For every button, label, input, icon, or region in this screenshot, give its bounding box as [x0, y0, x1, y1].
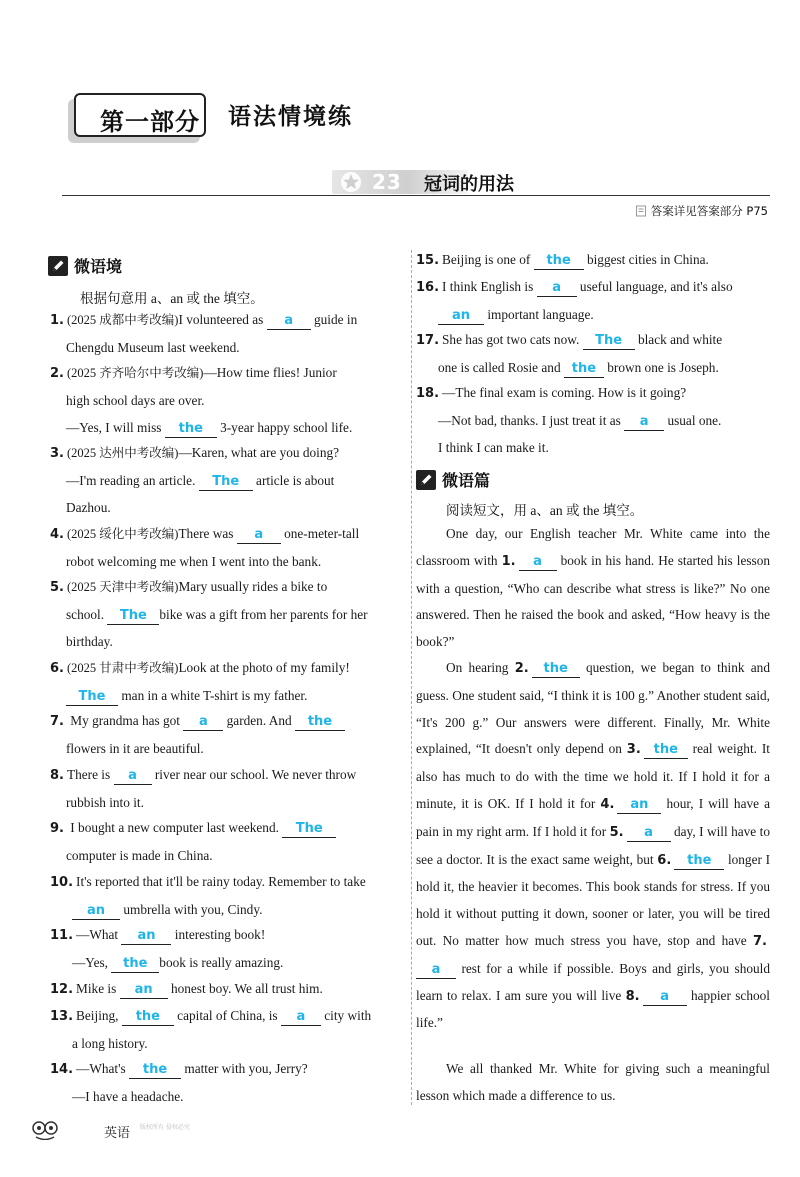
question-11: 11. —What an interesting book! —Yes, the book is really amazing.	[50, 927, 284, 971]
question-5: 5. (2025 天津中考改编)Mary usually rides a bike to school. The bike was a gift from her parents for her birthday.	[50, 579, 368, 649]
passage-blank-2[interactable]: the	[532, 660, 580, 678]
section-header-micro-context	[48, 254, 122, 277]
question-7: 7. My grandma has got a garden. And the flowers in it are beautiful.	[50, 708, 404, 763]
star-icon	[340, 171, 362, 193]
question-9: 9. I bought a new computer last weekend. The computer is made in China.	[50, 815, 404, 870]
question-16: 16. I think English is a useful language, and it's also an important language.	[416, 279, 733, 323]
passage-blank-6[interactable]: the	[674, 852, 724, 870]
passage-blank-3[interactable]: the	[644, 741, 688, 759]
lesson-title: 冠词的用法	[424, 174, 514, 195]
mascot-logo-icon	[30, 1118, 60, 1140]
answer-reference	[635, 203, 768, 219]
answer-reference-text: 答案详见答案部分 P75	[650, 204, 768, 218]
footer-fine-print: 版权所有 侵权必究	[140, 1124, 190, 1131]
answer-blank[interactable]: an	[121, 927, 171, 945]
question-12: 12. Mike is an honest boy. We all trust him.	[50, 981, 323, 997]
lesson-number: 23	[372, 170, 402, 194]
instruction: 阅读短文，用 a、an 或 the 填空。	[446, 503, 644, 518]
answer-blank[interactable]: a	[281, 1008, 321, 1026]
instruction: 根据句意用 a、an 或 the 填空。	[80, 291, 264, 306]
pencil-icon	[48, 256, 68, 276]
answer-blank[interactable]: a	[183, 713, 223, 731]
question-6: 6. (2025 甘肃中考改编)Look at the photo of my family! The man in a white T-shirt is my father.	[50, 660, 350, 704]
question-13: 13. Beijing, the capital of China, is a city with a long history.	[50, 1008, 372, 1051]
part-title-box	[74, 93, 206, 137]
answer-blank[interactable]: the	[129, 1061, 181, 1079]
question-17: 17. She has got two cats now. The black and white one is called Rosie and the brown one is Joseph.	[416, 332, 723, 376]
answer-blank[interactable]: The	[583, 332, 635, 350]
section-title: 微语篇	[442, 471, 491, 490]
answer-blank[interactable]: a	[537, 279, 577, 297]
passage-paragraph-1: One day, our English teacher Mr. White came into the classroom with 1. a book in his hand. He started his lesson with a question, “Who can describe what stress is like?” No one answered. Then he raised the book and asked, “How heavy is the book?”	[416, 526, 770, 650]
answer-blank[interactable]: a	[237, 526, 281, 544]
answer-blank[interactable]: the	[111, 955, 159, 973]
answer-blank[interactable]: an	[438, 307, 484, 325]
lesson-bar	[62, 170, 770, 194]
footer-subject: 英语	[104, 1126, 131, 1141]
answer-blank[interactable]: The	[199, 473, 253, 491]
answer-blank[interactable]: the	[295, 713, 345, 731]
answer-blank[interactable]: The	[66, 688, 118, 706]
section-title: 微语境	[74, 257, 123, 276]
passage-blank-8[interactable]: a	[643, 988, 687, 1006]
lesson-rule	[62, 195, 770, 196]
section-header-micro-passage	[416, 468, 490, 491]
part-subtitle: 语法情境练	[228, 104, 353, 130]
answer-blank[interactable]: the	[564, 360, 604, 378]
passage-blank-4[interactable]: an	[617, 796, 661, 814]
answer-blank[interactable]: a	[624, 413, 664, 431]
answer-blank[interactable]: an	[120, 981, 168, 999]
question-4: 4. (2025 绥化中考改编)There was a one-meter-tall robot welcoming me when I went into the bank.	[50, 526, 360, 569]
question-3: 3. (2025 达州中考改编)—Karen, what are you doing? —I'm reading an article. The article is about Dazhou.	[50, 445, 340, 515]
document-icon	[635, 205, 647, 217]
question-15: 15. Beijing is one of the biggest cities in China.	[416, 252, 709, 268]
answer-blank[interactable]: The	[107, 607, 159, 625]
passage-blank-1[interactable]: a	[519, 553, 557, 571]
question-18: 18. —The final exam is coming. How is it going? —Not bad, thanks. I just treat it as a usual one. I think I can make it.	[416, 385, 722, 455]
question-10: 10. It's reported that it'll be rainy today. Remember to take an umbrella with you, Cindy.	[50, 874, 366, 918]
passage-blank-5[interactable]: a	[627, 824, 671, 842]
column-divider	[411, 250, 412, 1105]
question-2: 2. (2025 齐齐哈尔中考改编)—How time flies! Junior high school days are over. —Yes, I will miss the 3-year happy school life.	[50, 365, 353, 436]
answer-blank[interactable]: a	[114, 767, 152, 785]
answer-blank[interactable]: a	[267, 312, 311, 330]
passage-paragraph-2: On hearing 2. the question, we began to think and guess. One student said, “I think it is 100 g.” Another student said, “It's 200 g.” Our answers were different. Finally, Mr. White explained, “It doesn't only depend on 3. the real weight. It also has much to do with the time we hold it. If I hold it for a minute, it is OK. If I hold it for 4. an hour, I will have a pain in my right arm. If I hold it for 5. a day, I will have to see a doctor. It is the exact same weight, but 6. the longer I hold it, the heavier it becomes. This book stands for stress. If you hold it without putting it down, sooner or later, you will be tired out. No matter how much stress you have, stop and have 7.a rest for a while if possible. Boys and girls, you should learn to relax. I am sure you will live 8. a happier school life.”	[416, 660, 771, 1031]
answer-blank[interactable]: The	[282, 820, 336, 838]
part-title: 第一部分	[100, 108, 200, 136]
passage-paragraph-3: We all thanked Mr. White for giving such a meaningful lesson which made a difference to us.	[416, 1061, 770, 1103]
answer-blank[interactable]: the	[165, 420, 217, 438]
part-header	[62, 88, 482, 138]
question-14: 14. —What's the matter with you, Jerry? —I have a headache.	[50, 1061, 308, 1104]
question-8: 8. There is a river near our school. We never throw rubbish into it.	[50, 767, 357, 810]
passage-blank-7[interactable]: a	[416, 961, 456, 979]
answer-blank[interactable]: the	[534, 252, 584, 270]
answer-blank[interactable]: the	[122, 1008, 174, 1026]
question-1: 1. (2025 成都中考改编)I volunteered as a guide in Chengdu Museum last weekend.	[50, 312, 358, 355]
pencil-icon	[416, 470, 436, 490]
answer-blank[interactable]: an	[72, 902, 120, 920]
